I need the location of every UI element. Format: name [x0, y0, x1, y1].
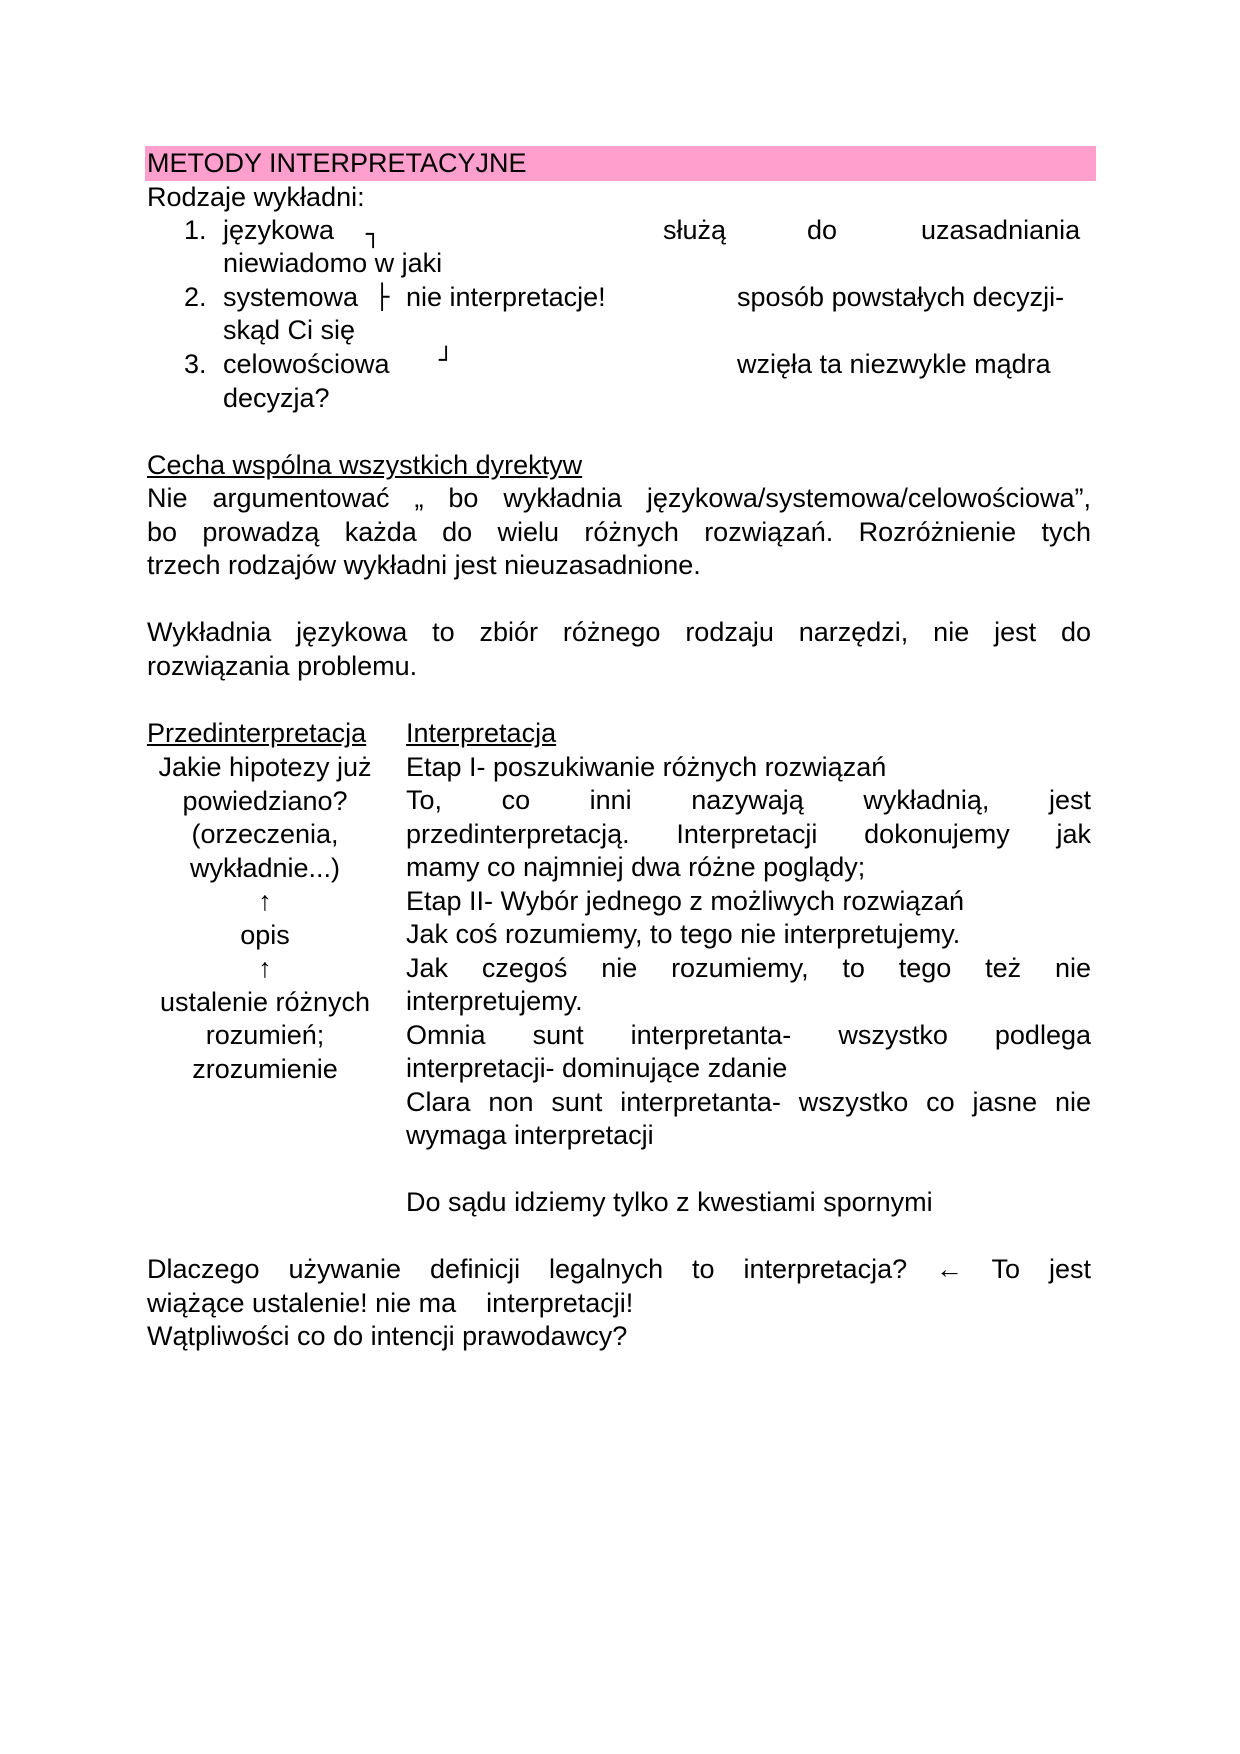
court-note: Do sądu idziemy tylko z kwestiami spornymi: [406, 1187, 933, 1217]
left-line: opis: [240, 919, 290, 950]
left-line: rozumień;: [205, 1020, 325, 1050]
right-line: Omnia sunt interpretanta- wszystko podlega: [406, 1020, 1091, 1050]
up-arrow-icon: ↑: [258, 886, 272, 916]
right-line: Jak czegoś nie rozumiemy, to tego też nie: [406, 953, 1091, 983]
right-line: Jak coś rozumiemy, to tego nie interpretujemy.: [406, 919, 961, 949]
right-text-word-3: uzasadniania: [921, 215, 1081, 245]
list-item-1-continuation: niewiadomo w jaki: [223, 248, 443, 278]
table-left-column: [145, 751, 385, 1086]
bracket-top-icon: ┐: [366, 220, 381, 248]
right-text-line-2: sposób powstałych decyzji-: [737, 282, 1065, 312]
right-text-line-3: wzięła ta niezwykle mądra: [737, 349, 1051, 379]
left-line: (orzeczenia,: [191, 819, 339, 849]
table-right-header: Interpretacja: [406, 718, 557, 748]
bracket-bottom-icon: ┘: [439, 346, 454, 374]
left-line: wykładnie...): [189, 852, 341, 883]
right-line: wymaga interpretacji: [406, 1120, 654, 1150]
right-line: Etap II- Wybór jednego z możliwych rozwiązań: [406, 886, 964, 916]
left-line: zrozumienie: [192, 1053, 338, 1084]
list-item-3-continuation: decyzja?: [223, 383, 330, 413]
paragraph-2-line-1: Wykładnia językowa to zbiór różnego rodzaju narzędzi, nie jest do: [147, 617, 1091, 647]
section-title: Cecha wspólna wszystkich dyrektyw: [147, 450, 583, 480]
document-title: METODY INTERPRETACYJNE: [147, 148, 527, 178]
closing-line-3: Wątpliwości co do intencji prawodawcy?: [147, 1321, 628, 1351]
intro-line: Rodzaje wykładni:: [147, 182, 365, 212]
list-item-2-note: nie interpretacje!: [406, 282, 606, 312]
paragraph-2-line-2: rozwiązania problemu.: [147, 651, 418, 681]
right-text-word-2: do: [807, 215, 838, 245]
list-item-2-continuation: skąd Ci się: [223, 315, 356, 345]
right-line: To, co inni nazywają wykładnią, jest: [406, 785, 1091, 815]
left-line: powiedziano?: [182, 785, 348, 816]
right-line: interpretujemy.: [406, 986, 583, 1016]
table-left-header: Przedinterpretacja: [147, 718, 367, 748]
closing-line-1: Dlaczego używanie definicji legalnych to interpretacja? ← To jest: [147, 1254, 1091, 1284]
right-line: Etap I- poszukiwanie różnych rozwiązań: [406, 752, 887, 782]
list-item-1-number: 1.: [184, 215, 207, 245]
bracket-middle-icon: ├: [375, 283, 390, 311]
right-line: Clara non sunt interpretanta- wszystko co jasne nie: [406, 1087, 1091, 1117]
left-line: Jakie hipotezy już: [158, 752, 372, 782]
paragraph-1-line-1: Nie argumentować „ bo wykładnia językowa/systemowa/celowościowa”,: [147, 483, 1091, 513]
right-line: mamy co najmniej dwa różne poglądy;: [406, 852, 866, 882]
closing-line-2: wiążące ustalenie! nie ma interpretacji!: [147, 1288, 634, 1318]
up-arrow-icon: ↑: [258, 953, 272, 983]
list-item-1-label: językowa: [223, 215, 335, 245]
list-item-2-label: systemowa: [223, 282, 359, 312]
left-line: ustalenie różnych: [159, 986, 371, 1017]
paragraph-1-line-2: bo prowadzą każda do wielu różnych rozwiązań. Rozróżnienie tych: [147, 517, 1091, 547]
paragraph-1-line-3: trzech rodzajów wykładni jest nieuzasadnione.: [147, 550, 701, 580]
list-item-2-number: 2.: [184, 282, 207, 312]
list-item-3-number: 3.: [184, 349, 207, 379]
right-line: interpretacji- dominujące zdanie: [406, 1053, 788, 1083]
list-item-3-label: celowościowa: [223, 349, 390, 379]
right-text-word-1: służą: [663, 215, 727, 245]
right-line: przedinterpretacją. Interpretacji dokonujemy jak: [406, 819, 1091, 849]
